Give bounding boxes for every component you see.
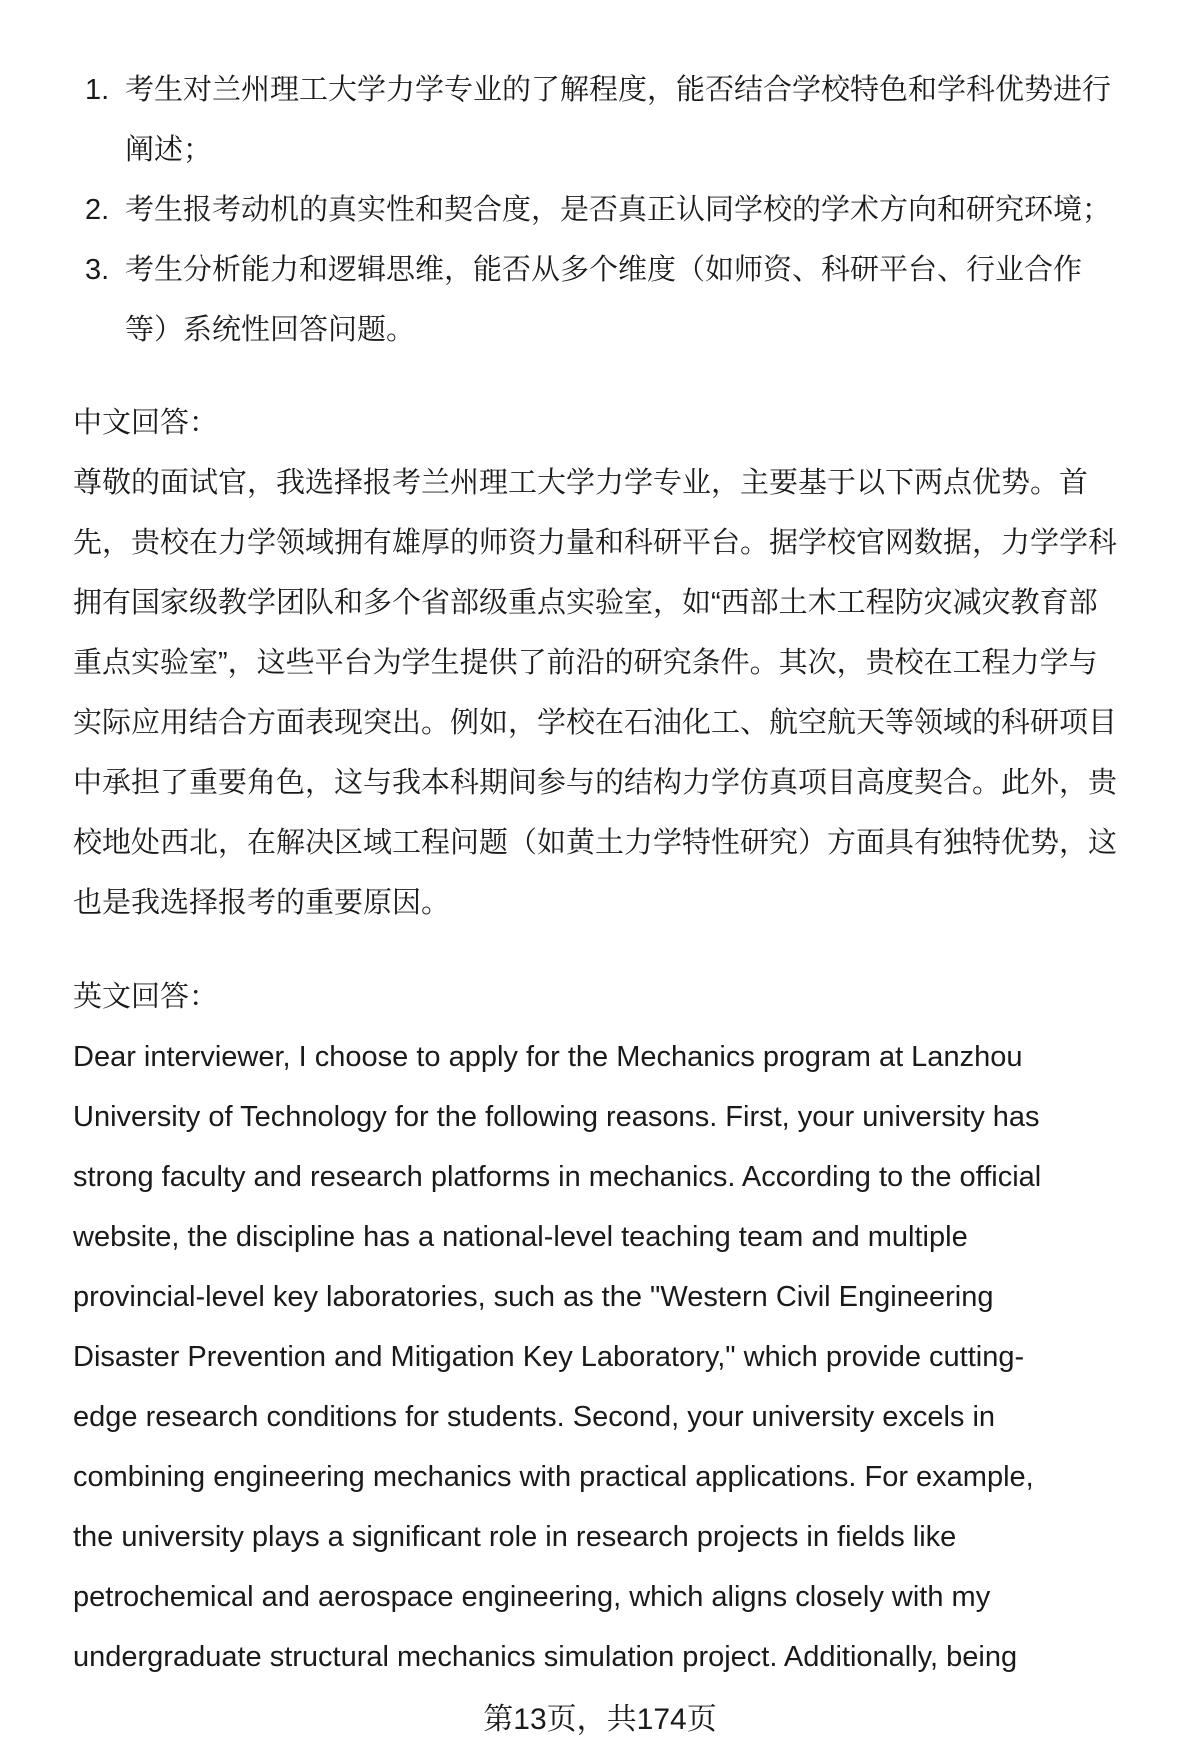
list-item <box>73 240 1160 300</box>
list-number: 2. <box>85 194 110 226</box>
section-heading: 英文回答： <box>73 981 219 1013</box>
list-item-continuation <box>73 300 1160 360</box>
list-item <box>73 180 1160 240</box>
list-text: 阐述； <box>125 134 213 166</box>
paragraph-line: 先，贵校在力学领域拥有雄厚的师资力量和科研平台。据学校官网数据，力学学科 <box>73 527 1118 559</box>
list-text: 等）系统性回答问题。 <box>125 314 416 346</box>
paragraph-line: 拥有国家级教学团队和多个省部级重点实验室，如“西部土木工程防灾减灾教育部 <box>73 587 1098 619</box>
paragraph-line: 实际应用结合方面表现突出。例如，学校在石油化工、航空航天等领域的科研项目 <box>73 707 1118 739</box>
list-text: 考生分析能力和逻辑思维，能否从多个维度（如师资、科研平台、行业合作 <box>125 254 1083 286</box>
paragraph-line: provincial-level key laboratories, such as the "Western Civil Engineering <box>73 1281 994 1313</box>
paragraph-line: undergraduate structural mechanics simulation project. Additionally, being <box>73 1641 1018 1673</box>
criteria-list <box>73 60 1160 360</box>
section-heading: 中文回答： <box>73 407 219 439</box>
paragraph-line: 重点实验室”，这些平台为学生提供了前沿的研究条件。其次，贵校在工程力学与 <box>73 647 1098 679</box>
paragraph-line: Disaster Prevention and Mitigation Key Laboratory," which provide cutting- <box>73 1341 1025 1373</box>
english-answer-section <box>73 967 1160 1687</box>
list-item <box>73 60 1160 120</box>
paragraph-line: 中承担了重要角色，这与我本科期间参与的结构力学仿真项目高度契合。此外，贵 <box>73 767 1118 799</box>
list-text: 考生报考动机的真实性和契合度，是否真正认同学校的学术方向和研究环境； <box>125 194 1112 226</box>
paragraph-line: 也是我选择报考的重要原因。 <box>73 887 451 919</box>
paragraph-line: Dear interviewer, I choose to apply for the Mechanics program at Lanzhou <box>73 1041 1023 1073</box>
paragraph-line: University of Technology for the following reasons. First, your university has <box>73 1101 1040 1133</box>
paragraph-line: combining engineering mechanics with practical applications. For example, <box>73 1461 1034 1493</box>
list-number: 3. <box>85 254 110 286</box>
list-text: 考生对兰州理工大学力学专业的了解程度，能否结合学校特色和学科优势进行 <box>125 74 1112 106</box>
paragraph-line: edge research conditions for students. Second, your university excels in <box>73 1401 996 1433</box>
page-number: 第13页，共174页 <box>483 1703 717 1736</box>
paragraph-line: 尊敬的面试官，我选择报考兰州理工大学力学专业，主要基于以下两点优势。首 <box>73 467 1089 499</box>
paragraph-line: the university plays a significant role in research projects in fields like <box>73 1521 957 1553</box>
list-number: 1. <box>85 74 110 106</box>
paragraph-line: strong faculty and research platforms in mechanics. According to the official <box>73 1161 1042 1193</box>
paragraph-line: petrochemical and aerospace engineering, which aligns closely with my <box>73 1581 991 1613</box>
chinese-answer-section <box>73 393 1160 933</box>
paragraph-line: website, the discipline has a national-level teaching team and multiple <box>73 1221 968 1253</box>
paragraph-line: 校地处西北，在解决区域工程问题（如黄土力学特性研究）方面具有独特优势，这 <box>73 827 1118 859</box>
list-item-continuation <box>73 120 1160 180</box>
